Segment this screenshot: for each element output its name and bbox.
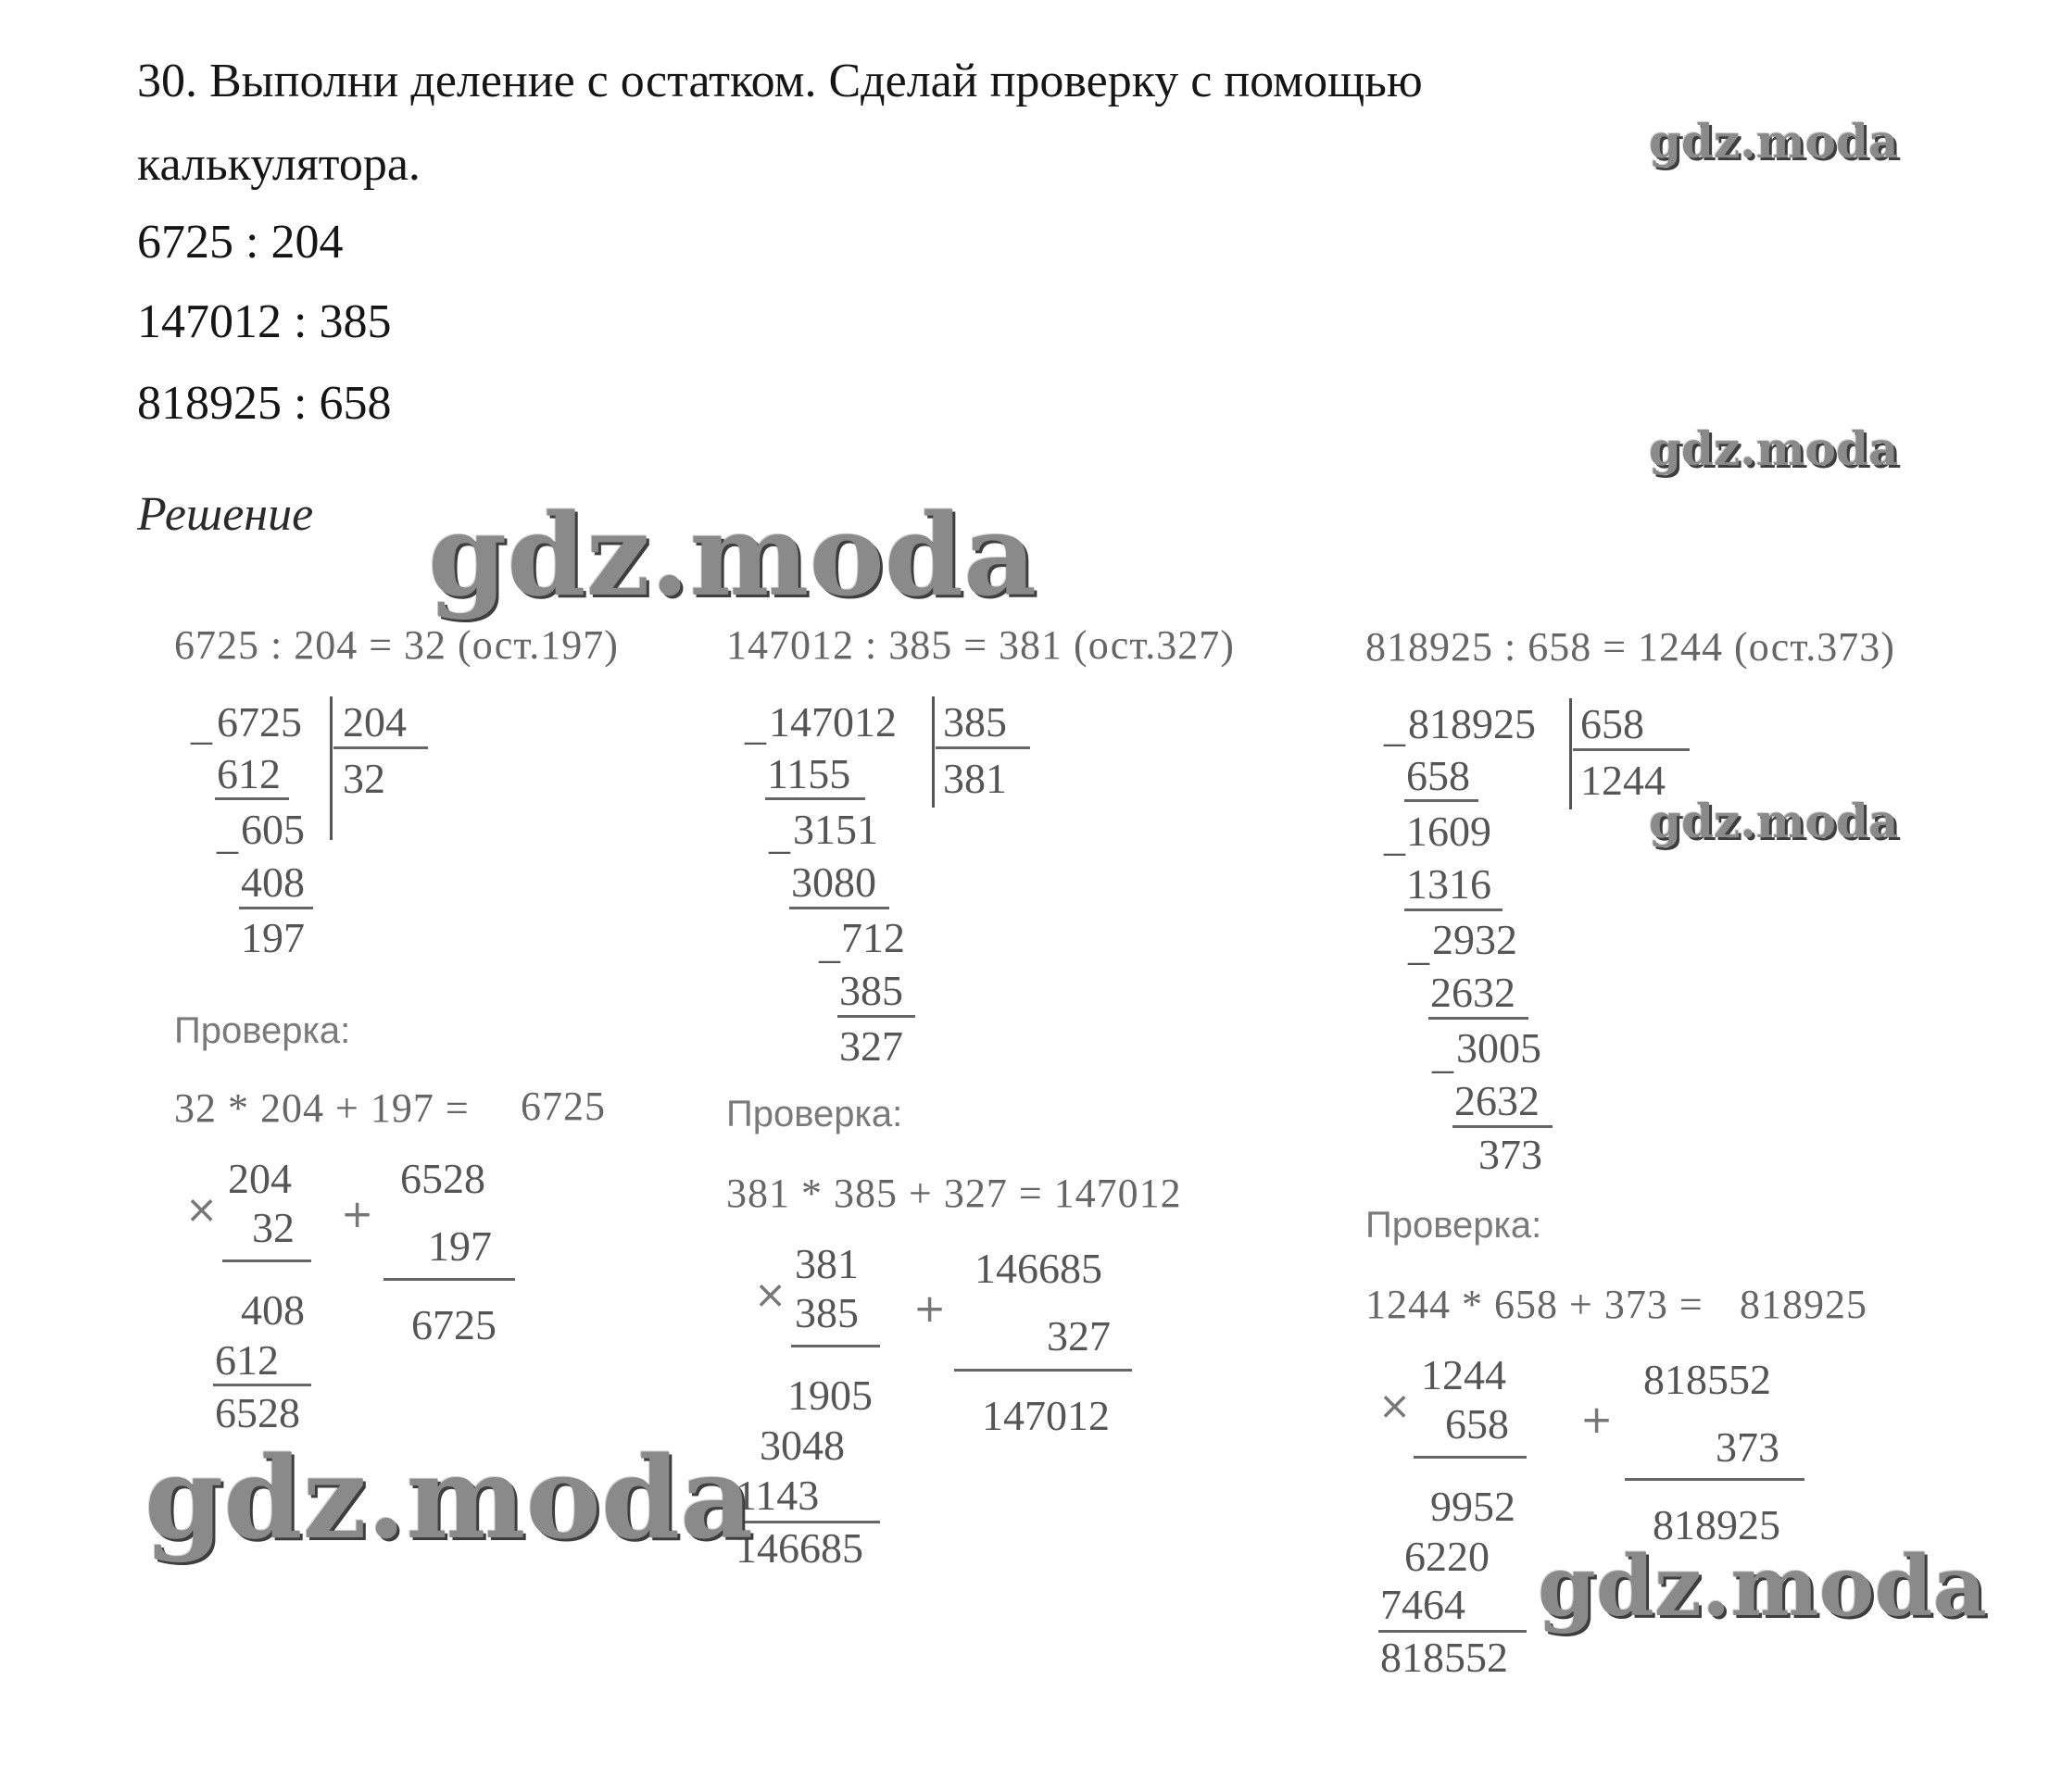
divisor-line-1: [333, 746, 428, 749]
step-2-1: 1155: [767, 750, 851, 797]
division-bracket-1: [330, 696, 333, 840]
minus-sign: _: [819, 920, 840, 967]
underline: [222, 1259, 311, 1262]
minus-sign: _: [1384, 703, 1405, 750]
watermark: gdz.moda: [1538, 1537, 1987, 1635]
times-sign: ×: [1378, 1383, 1412, 1428]
underline: [1428, 1017, 1528, 1020]
divisor-line-3: [1573, 748, 1690, 751]
step-3-7: 2632: [1454, 1077, 1540, 1124]
step-3-4: 2932: [1432, 916, 1517, 963]
add-result-3: 818925: [1653, 1501, 1780, 1548]
add-b-3: 373: [1716, 1423, 1779, 1471]
underline: [1378, 1630, 1527, 1633]
watermark: gdz.moda: [1649, 114, 1899, 169]
summary-2: 147012 : 385 = 381 (ост.327): [726, 622, 1235, 668]
check-equation-3: 1244 * 658 + 373 =: [1365, 1282, 1704, 1327]
minus-sign: _: [745, 701, 766, 748]
partial-3-3: 7464: [1380, 1581, 1465, 1628]
partial-2-2: 3048: [760, 1422, 845, 1469]
task-expression-1: 6725 : 204: [137, 216, 344, 269]
underline: [1404, 799, 1478, 802]
mult-b-3: 658: [1445, 1400, 1509, 1447]
step-2-6: 327: [839, 1022, 903, 1070]
underline: [1404, 909, 1502, 911]
mult-b-2: 385: [795, 1289, 859, 1336]
quotient-3: 1244: [1580, 757, 1666, 804]
task-expression-2: 147012 : 385: [137, 295, 392, 348]
minus-sign: _: [1408, 921, 1429, 969]
divisor-line-2: [936, 746, 1030, 749]
add-a-3: 818552: [1643, 1356, 1771, 1403]
minus-sign: _: [769, 810, 790, 858]
step-1-4: 197: [241, 914, 305, 961]
plus-sign: +: [341, 1191, 374, 1236]
underline: [383, 1278, 515, 1281]
check-equation-1: 32 * 204 + 197 =: [174, 1085, 470, 1131]
partial-2-3: 1143: [736, 1472, 820, 1519]
step-1-3: 408: [241, 858, 305, 906]
watermark: gdz.moda: [1649, 421, 1899, 476]
mult-a-3: 1244: [1421, 1351, 1506, 1398]
watermark: gdz.moda: [1649, 794, 1899, 848]
partial-1-1: 408: [241, 1286, 305, 1334]
step-3-8: 373: [1478, 1131, 1542, 1178]
underline: [789, 907, 889, 909]
partial-2-1: 1905: [787, 1372, 873, 1419]
check-label-1: Проверка:: [174, 1010, 351, 1051]
plus-sign: +: [913, 1285, 947, 1331]
step-3-1: 658: [1406, 752, 1470, 799]
mult-a-1: 204: [228, 1155, 292, 1202]
divisor-3: 658: [1580, 700, 1644, 747]
add-result-1: 6725: [411, 1301, 497, 1348]
underline: [213, 1384, 311, 1386]
add-result-2: 147012: [982, 1392, 1110, 1439]
add-b-2: 327: [1047, 1312, 1111, 1360]
mult-b-1: 32: [252, 1204, 295, 1251]
step-3-2: 1609: [1406, 808, 1491, 855]
underline: [1452, 1125, 1553, 1128]
minus-sign: _: [217, 810, 238, 858]
step-3-5: 2632: [1430, 969, 1515, 1016]
check-label-2: Проверка:: [726, 1094, 903, 1134]
task-expression-3: 818925 : 658: [137, 377, 392, 430]
task-line-1: 30. Выполни деление с остатком. Сделай проверку с помощью: [137, 55, 1423, 107]
minus-sign: _: [191, 701, 212, 748]
underline: [791, 1345, 880, 1347]
step-2-3: 3080: [791, 858, 876, 906]
step-2-5: 385: [839, 967, 903, 1014]
underline: [215, 797, 289, 800]
mult-a-2: 381: [795, 1240, 859, 1287]
division-bracket-2: [932, 696, 935, 808]
underline: [765, 797, 865, 800]
step-2-4: 712: [841, 914, 905, 961]
quotient-1: 32: [343, 755, 385, 802]
add-a-2: 146685: [974, 1245, 1102, 1292]
minus-sign: _: [1432, 1030, 1453, 1077]
divisor-2: 385: [943, 698, 1007, 746]
add-a-1: 6528: [400, 1155, 485, 1202]
watermark: gdz.moda: [145, 1431, 754, 1564]
step-3-6: 3005: [1456, 1024, 1541, 1071]
division-bracket-3: [1569, 698, 1572, 809]
underline: [837, 1015, 915, 1018]
watermark: gdz.moda: [428, 488, 1037, 621]
divisor-1: 204: [343, 698, 407, 746]
dividend-1: 6725: [217, 698, 302, 746]
underline: [1625, 1478, 1804, 1481]
mult-result-2: 146685: [736, 1524, 863, 1572]
step-2-2: 3151: [793, 806, 878, 853]
check-result-3: 818925: [1740, 1282, 1867, 1327]
quotient-2: 381: [943, 755, 1007, 802]
task-line-2: калькулятора.: [137, 138, 421, 191]
summary-1: 6725 : 204 = 32 (ост.197): [174, 622, 619, 668]
minus-sign: _: [1384, 812, 1405, 859]
summary-3: 818925 : 658 = 1244 (ост.373): [1365, 624, 1895, 670]
dividend-2: 147012: [769, 698, 897, 746]
underline: [954, 1369, 1132, 1372]
dividend-3: 818925: [1408, 700, 1536, 747]
mult-result-1: 6528: [215, 1389, 300, 1436]
partial-1-2: 612: [215, 1336, 279, 1384]
step-1-1: 612: [217, 750, 281, 797]
underline: [734, 1521, 880, 1523]
plus-sign: +: [1580, 1397, 1614, 1442]
solution-label: Решение: [137, 488, 314, 541]
check-result-1: 6725: [521, 1084, 606, 1129]
mult-result-3: 818552: [1380, 1634, 1508, 1681]
times-sign: ×: [185, 1186, 219, 1232]
check-equation-2: 381 * 385 + 327 = 147012: [726, 1171, 1182, 1216]
add-b-1: 197: [428, 1222, 492, 1270]
partial-3-2: 6220: [1404, 1533, 1490, 1580]
underline: [239, 907, 313, 909]
step-1-2: 605: [241, 806, 305, 853]
step-3-3: 1316: [1406, 860, 1491, 908]
times-sign: ×: [754, 1272, 787, 1317]
partial-3-1: 9952: [1430, 1483, 1515, 1530]
check-label-3: Проверка:: [1365, 1205, 1542, 1246]
underline: [1414, 1456, 1527, 1459]
